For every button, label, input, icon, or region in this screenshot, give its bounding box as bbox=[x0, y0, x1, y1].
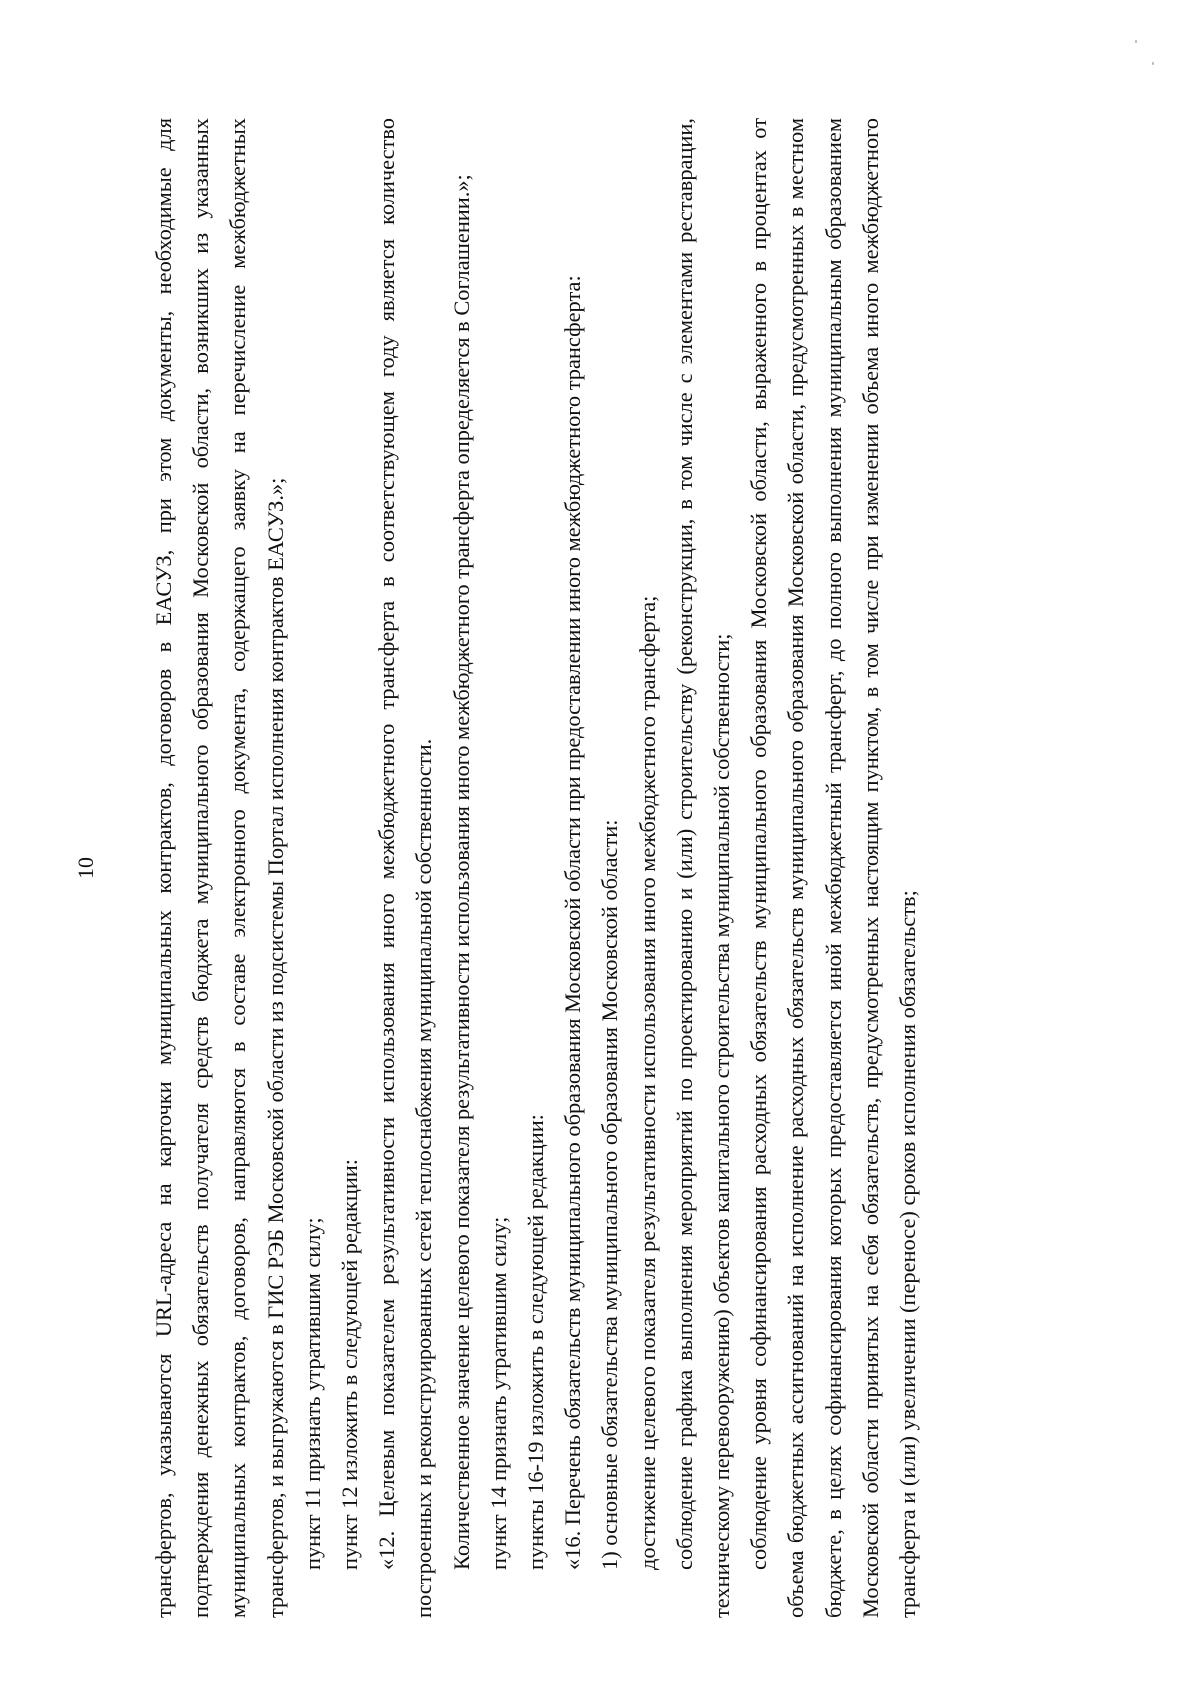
paragraph-6: пункт 14 признать утратившим силу; bbox=[485, 1216, 511, 1570]
paragraph-10: достижение целевого показателя результативности использования иного межбюджетного трансферта; bbox=[634, 595, 660, 1570]
scan-speck bbox=[1152, 62, 1154, 65]
paragraph-5: Количественное значение целевого показателя результативности использования иного межбюджетного трансферта определяется в Соглашении.»; bbox=[448, 174, 474, 1570]
paragraph-4: «12. Целевым показателем результативности использования иного межбюджетного трансферта в соответствующем году является количество построенных и реконструированных сетей теплоснабжения муниципальной собственности. bbox=[374, 118, 437, 1618]
paragraph-2: пункт 11 признать утратившим силу; bbox=[299, 1217, 325, 1570]
document-text bbox=[145, 118, 926, 1618]
scan-speck bbox=[1135, 40, 1137, 43]
paragraph-8: «16. Перечень обязательств муниципального образования Московской области при предоставлении иного межбюджетного трансферта: bbox=[560, 275, 586, 1570]
paragraph-9: 1) основные обязательства муниципального образования Московской области: bbox=[597, 819, 623, 1570]
paragraph-11: соблюдение графика выполнения мероприятий по проектированию и (или) строительству (реконструкции, в том числе с элементами реставрации, техническому перевооружению) объектов капитального строительства муниципальной собственности; bbox=[671, 118, 735, 1618]
page-number: 10 bbox=[73, 857, 98, 879]
paragraph-12: соблюдение уровня софинансирования расходных обязательств муниципального образования Московской области, выраженного в процентах от объема бюджетных ассигнований на исполнение расходных обязательств муниципального образования Московской области, предусмотренных в местном бюджете, в целях софинансирования которых предоставляется иной межбюджетный трансферт, до полного выполнения муниципальным образованием Московской области принятых на себя обязательств, предусмотренных настоящим пунктом, в том числе при изменении объема иного межбюджетного трансферта и (или) увеличении (переносе) сроков исполнения обязательств; bbox=[746, 118, 921, 1618]
document-body bbox=[145, 118, 1185, 1618]
rotated-page-content bbox=[73, 118, 1185, 1618]
paragraph-7: пункты 16-19 изложить в следующей редакции: bbox=[523, 1114, 549, 1570]
paragraph-3: пункт 12 изложить в следующей редакции: bbox=[337, 1158, 363, 1570]
paragraph-1: трансфертов, указываются URL-адреса на карточки муниципальных контрактов, договоров в ЕАСУЗ, при этом документы, необходимые для подтверждения денежных обязательств получателя средств бюджета муниципального образования Московской области, возникших из указанных муниципальных контрактов, договоров, направляются в составе электронного документа, содержащего заявку на перечисление межбюджетных трансфертов, и выгружаются в ГИС РЭБ Московской области из подсистемы Портал исполнения контрактов ЕАСУЗ.»; bbox=[151, 118, 288, 1618]
